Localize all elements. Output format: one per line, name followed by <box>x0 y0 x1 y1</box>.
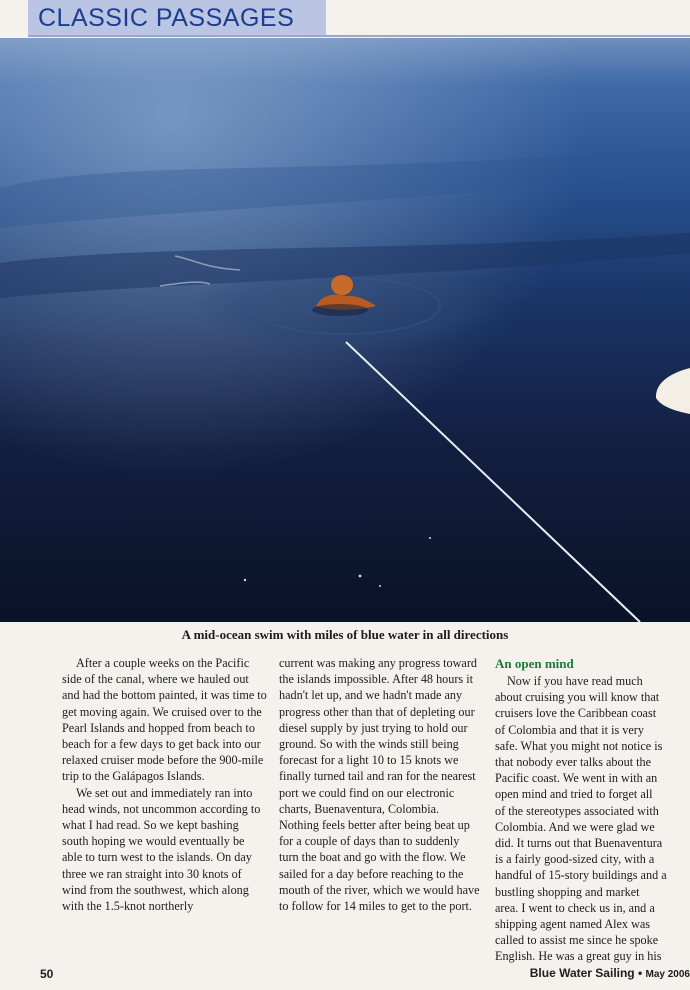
photo-caption: A mid-ocean swim with miles of blue water in all directions <box>181 627 509 642</box>
ocean-photo-illustration <box>0 38 690 622</box>
article-column-1 <box>62 655 267 914</box>
text-line: Now if you have read much <box>507 674 643 688</box>
footer-separator: • <box>634 966 646 980</box>
text-line: did. It turns out that Buenaventura <box>495 836 663 851</box>
text-line: called to assist me since he spoke <box>495 933 659 948</box>
swimmer-photo <box>0 38 690 622</box>
text-line: handful of 15-story buildings and a <box>495 868 667 883</box>
header-rule <box>28 35 690 37</box>
text-line: open mind and tried to forget all <box>495 787 653 802</box>
text-line: shipping agent named Alex was <box>495 917 651 932</box>
text-line: English. He was a great guy in his <box>495 949 662 964</box>
paragraph: After a couple weeks on the Pacific side of the canal, where we hauled out and had the bottom painted, it was time to get moving again. We cruised over to the Pearl Islands and hopped from beach to beach for a few days to get back into our relaxed cruiser mode before the 900-mile trip to the Galápagos Islands. <box>62 656 267 784</box>
section-title: CLASSIC PASSAGES <box>38 4 295 32</box>
text-line: area. I went to check us in, and a <box>495 900 655 915</box>
magazine-name: Blue Water Sailing <box>529 966 635 980</box>
article-column-2 <box>279 655 482 914</box>
issue-date: May 2006 <box>645 969 690 980</box>
text-line: Pacific coast. We went in with an <box>495 771 658 786</box>
paragraph: We set out and immediately ran into head winds, not uncommon according to what I had read. So we kept bashing south hoping we would eventually be able to turn west to the islands. On day three we ran straight into 30 knots of wind from the southwest, which along with the 1.5-knot northerly <box>62 785 261 914</box>
text-line: of the stereotypes associated with <box>495 803 659 818</box>
text-line: Colombia. And we were glad we <box>495 819 655 834</box>
section-subheading: An open mind <box>495 656 574 671</box>
text-line: that nobody ever talks about the <box>495 755 652 770</box>
text-line: bustling shopping and market <box>495 884 640 899</box>
paragraph: current was making any progress toward the islands impossible. After 48 hours it hadn't let up, and we hadn't made any progress other than that of depleting our diesel supply by just trying to hold our ground. So with the winds still being forecast for a light 10 to 15 knots we finally turned tail and ran for the nearest port we could find on our electronic charts, Buenaventura, Colombia. Nothing feels better after being beat up for a couple of days than to suddenly turn the boat and go with the flow. We sailed for a day before reaching to the mouth of the river, which we would have to follow for 14 miles to get to the port. <box>279 656 480 914</box>
text-line: about cruising you will know that <box>495 690 660 705</box>
text-line: of Colombia and that it is very <box>495 722 644 737</box>
text-line: safe. What you might not notice is <box>495 738 663 753</box>
page-number: 50 <box>40 967 54 981</box>
text-line: is a fairly good-sized city, with a <box>495 852 655 867</box>
text-line: cruisers love the Caribbean coast <box>495 706 657 721</box>
section-header-tab <box>28 0 326 35</box>
magazine-footer <box>530 966 690 980</box>
article-column-3 <box>495 655 690 965</box>
